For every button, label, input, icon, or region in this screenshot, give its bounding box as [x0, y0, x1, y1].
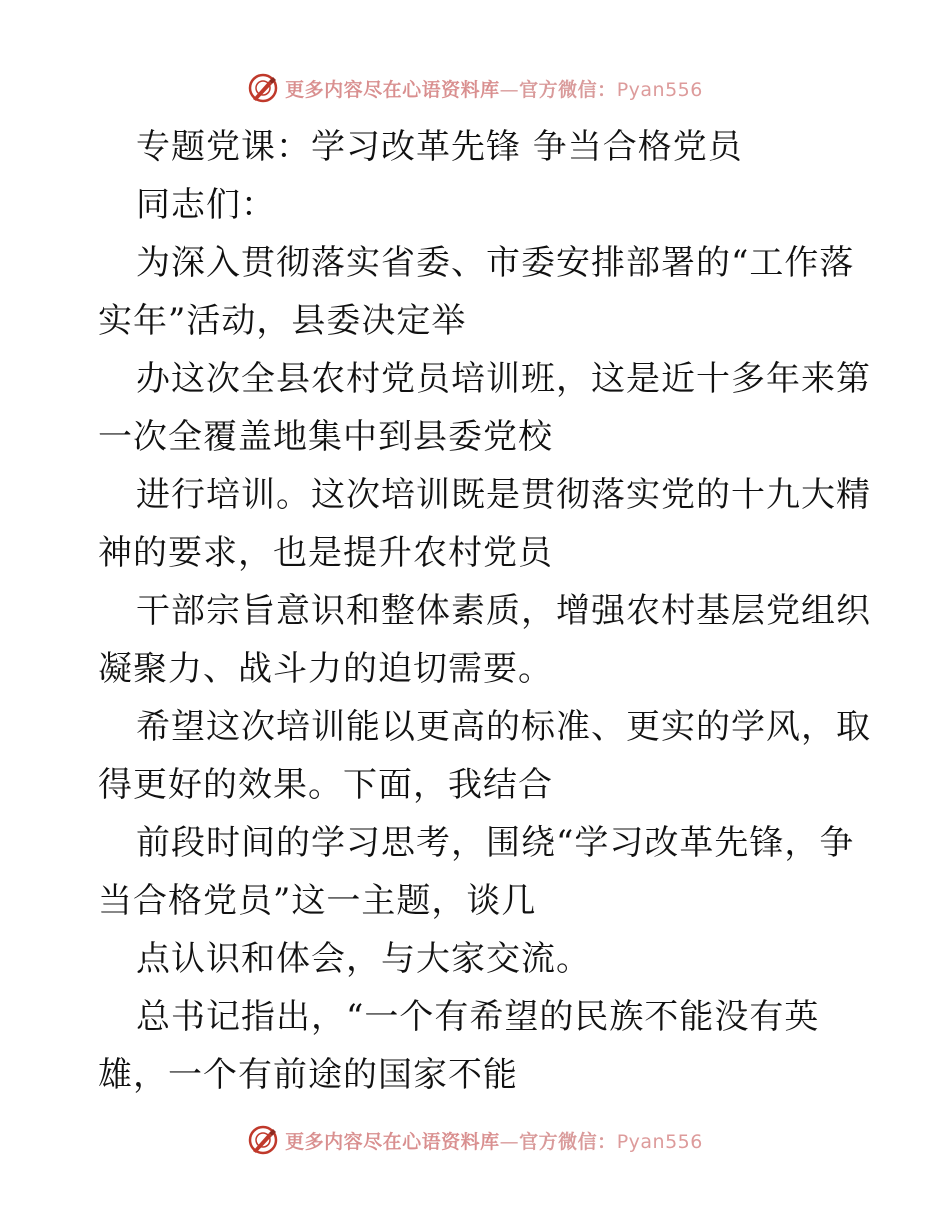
watermark-text [285, 75, 703, 102]
watermark-dash: — [499, 78, 520, 101]
watermark-wechat-id: Pyan556 [616, 78, 703, 101]
watermark-wechat-id: Pyan556 [616, 1130, 703, 1153]
header-watermark [0, 70, 950, 106]
text-line: 进行培训。这次培训既是贯彻落实党的十九大精 [136, 475, 871, 515]
text-line: 点认识和体会，与大家交流。 [136, 939, 591, 979]
document-title: 专题党课：学习改革先锋 争当合格党员 [136, 127, 743, 167]
pen-logo-icon [247, 1124, 279, 1156]
text-line: 凝聚力、战斗力的迫切需要。 [98, 649, 553, 689]
watermark-official: 官方微信： [519, 1130, 617, 1153]
text-line: 总书记指出，“一个有希望的民族不能没有英 [136, 997, 820, 1037]
footer-watermark [0, 1122, 950, 1158]
text-line: 同志们： [136, 185, 276, 225]
pen-logo-icon [247, 72, 279, 104]
watermark-official: 官方微信： [519, 78, 617, 101]
text-line: 干部宗旨意识和整体素质，增强农村基层党组织 [136, 591, 871, 631]
watermark-text [285, 1127, 703, 1154]
watermark-brand: 更多内容尽在心语资料库 [285, 78, 500, 101]
text-line: 神的要求，也是提升农村党员 [98, 533, 553, 573]
text-line: 办这次全县农村党员培训班，这是近十多年来第 [136, 359, 871, 399]
text-line: 前段时间的学习思考，围绕“学习改革先锋，争 [136, 823, 855, 863]
text-line: 当合格党员”这一主题，谈几 [98, 881, 537, 921]
watermark-brand: 更多内容尽在心语资料库 [285, 1130, 500, 1153]
text-line: 一次全覆盖地集中到县委党校 [98, 417, 553, 457]
watermark-dash: — [499, 1130, 520, 1153]
text-line: 得更好的效果。下面，我结合 [98, 765, 553, 805]
text-line: 实年”活动，县委决定举 [98, 301, 467, 341]
text-line: 雄，一个有前途的国家不能 [98, 1055, 518, 1095]
text-line: 为深入贯彻落实省委、市委安排部署的“工作落 [136, 243, 855, 283]
text-line: 希望这次培训能以更高的标准、更实的学风，取 [136, 707, 871, 747]
document-body [98, 118, 871, 1104]
